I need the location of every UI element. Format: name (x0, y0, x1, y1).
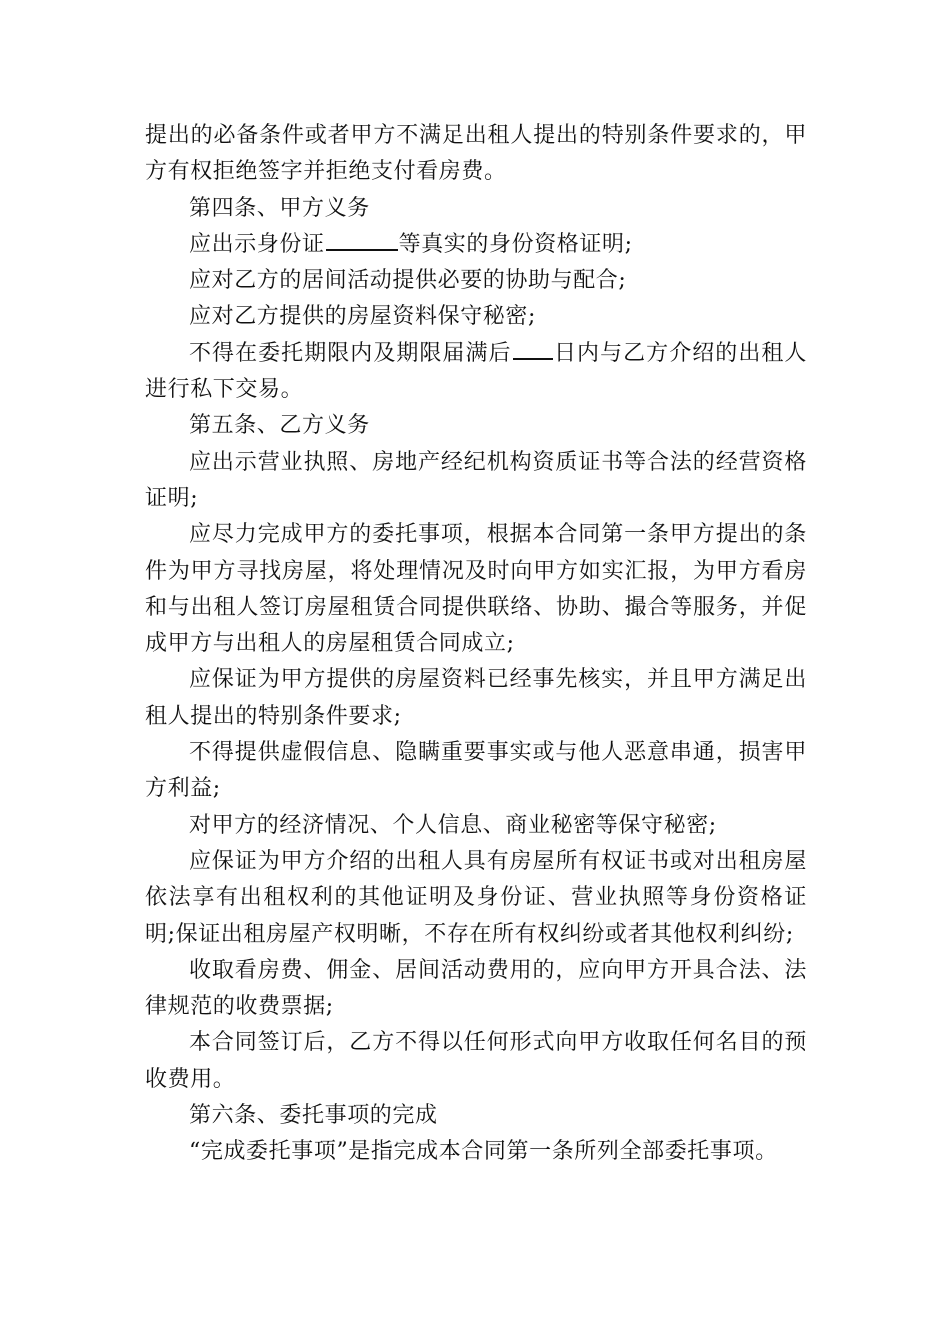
fill-in-blank[interactable] (326, 227, 398, 251)
paragraph: 应尽力完成甲方的委托事项，根据本合同第一条甲方提出的条件为甲方寻找房屋，将处理情况及时向甲方如实汇报，为甲方看房和与出租人签订房屋租赁合同提供联络、协助、撮合等服务，并促成甲方与出租人的房屋租赁合同成立; (145, 522, 807, 657)
document-page (145, 118, 807, 1171)
paragraph: 不得提供虚假信息、隐瞒重要事实或与他人恶意串通，损害甲方利益; (145, 740, 807, 802)
section-heading-article-6: 第六条、委托事项的完成 (189, 1103, 438, 1129)
paragraph-private-transaction (145, 336, 807, 409)
paragraph-continuation: 提出的必备条件或者甲方不满足出租人提出的特别条件要求的，甲方有权拒绝签字并拒绝支付看房费。 (145, 123, 807, 185)
paragraph-text: 应出示身份证 (189, 231, 325, 257)
paragraph: 应出示营业执照、房地产经纪机构资质证书等合法的经营资格证明; (145, 449, 807, 511)
section-heading-article-5: 第五条、乙方义务 (189, 413, 370, 439)
paragraph: 收取看房费、佣金、居间活动费用的，应向甲方开具合法、法律规范的收费票据; (145, 957, 807, 1020)
paragraph: 应对乙方提供的房屋资料保守秘密; (189, 304, 537, 330)
fill-in-blank[interactable] (513, 336, 553, 360)
paragraph: 本合同签订后，乙方不得以任何形式向甲方收取任何名目的预收费用。 (145, 1030, 807, 1092)
paragraph: 应保证为甲方介绍的出租人具有房屋所有权证书或对出租房屋依法享有出租权利的其他证明及身份证、营业执照等身份资格证明;保证出租房屋产权明晰，不存在所有权纠纷或者其他权利纠纷; (145, 848, 807, 947)
paragraph-text-tail: 日内与乙方介绍的出租人进行私下交易。 (145, 340, 807, 403)
paragraph-text: 不得在委托期限内及期限届满后 (189, 340, 512, 366)
paragraph: 对甲方的经济情况、个人信息、商业秘密等保守秘密; (189, 812, 717, 838)
paragraph-id-proof (145, 227, 807, 263)
paragraph: “完成委托事项”是指完成本合同第一条所列全部委托事项。 (189, 1139, 778, 1165)
paragraph-text-tail: 等真实的身份资格证明; (398, 231, 633, 257)
paragraph: 应保证为甲方提供的房屋资料已经事先核实，并且甲方满足出租人提出的特别条件要求; (145, 667, 807, 729)
paragraph: 应对乙方的居间活动提供必要的协助与配合; (189, 268, 627, 294)
section-heading-article-4: 第四条、甲方义务 (189, 195, 370, 221)
